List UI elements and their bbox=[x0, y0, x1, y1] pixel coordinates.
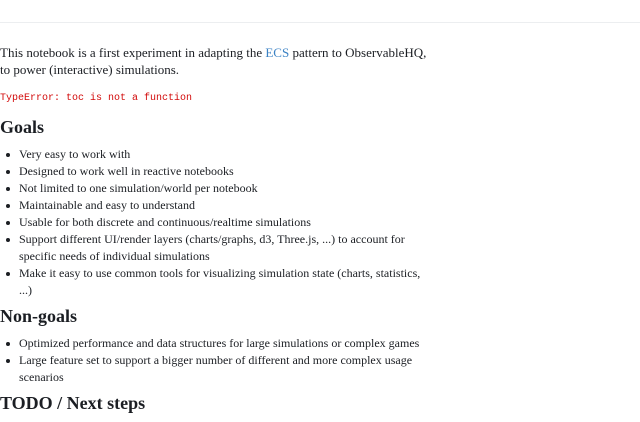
non-goals-heading: Non-goals bbox=[0, 306, 78, 326]
list-item: Make it easy to use common tools for visualizing simulation state (charts, statistics, ...) bbox=[19, 265, 430, 299]
notebook-header-bar bbox=[0, 0, 640, 23]
ecs-link[interactable]: ECS bbox=[265, 45, 290, 60]
list-item: Not limited to one simulation/world per notebook bbox=[19, 180, 430, 197]
list-item: Very easy to work with bbox=[19, 146, 430, 163]
error-message: TypeError: toc is not a function bbox=[0, 93, 193, 104]
non-goals-list bbox=[0, 335, 430, 386]
list-item: Support different UI/render layers (charts/graphs, d3, Three.js, ...) to account for specific needs of individual simulations bbox=[19, 231, 430, 265]
list-item: Designed to work well in reactive notebooks bbox=[19, 163, 430, 180]
todo-heading: TODO / Next steps bbox=[0, 393, 146, 413]
list-item: Maintainable and easy to understand bbox=[19, 197, 430, 214]
goals-heading: Goals bbox=[0, 117, 45, 137]
goals-list bbox=[0, 146, 430, 299]
notebook-content bbox=[0, 44, 430, 422]
intro-paragraph bbox=[0, 44, 430, 78]
list-item: Optimized performance and data structures for large simulations or complex games bbox=[19, 335, 430, 352]
list-item: Usable for both discrete and continuous/realtime simulations bbox=[19, 214, 430, 231]
intro-text-after: pattern to ObservableHQ, to power (interactive) simulations. bbox=[0, 45, 427, 77]
intro-text-before: This notebook is a first experiment in adapting the bbox=[0, 45, 266, 60]
list-item: Large feature set to support a bigger number of different and more complex usage scenarios bbox=[19, 352, 430, 386]
